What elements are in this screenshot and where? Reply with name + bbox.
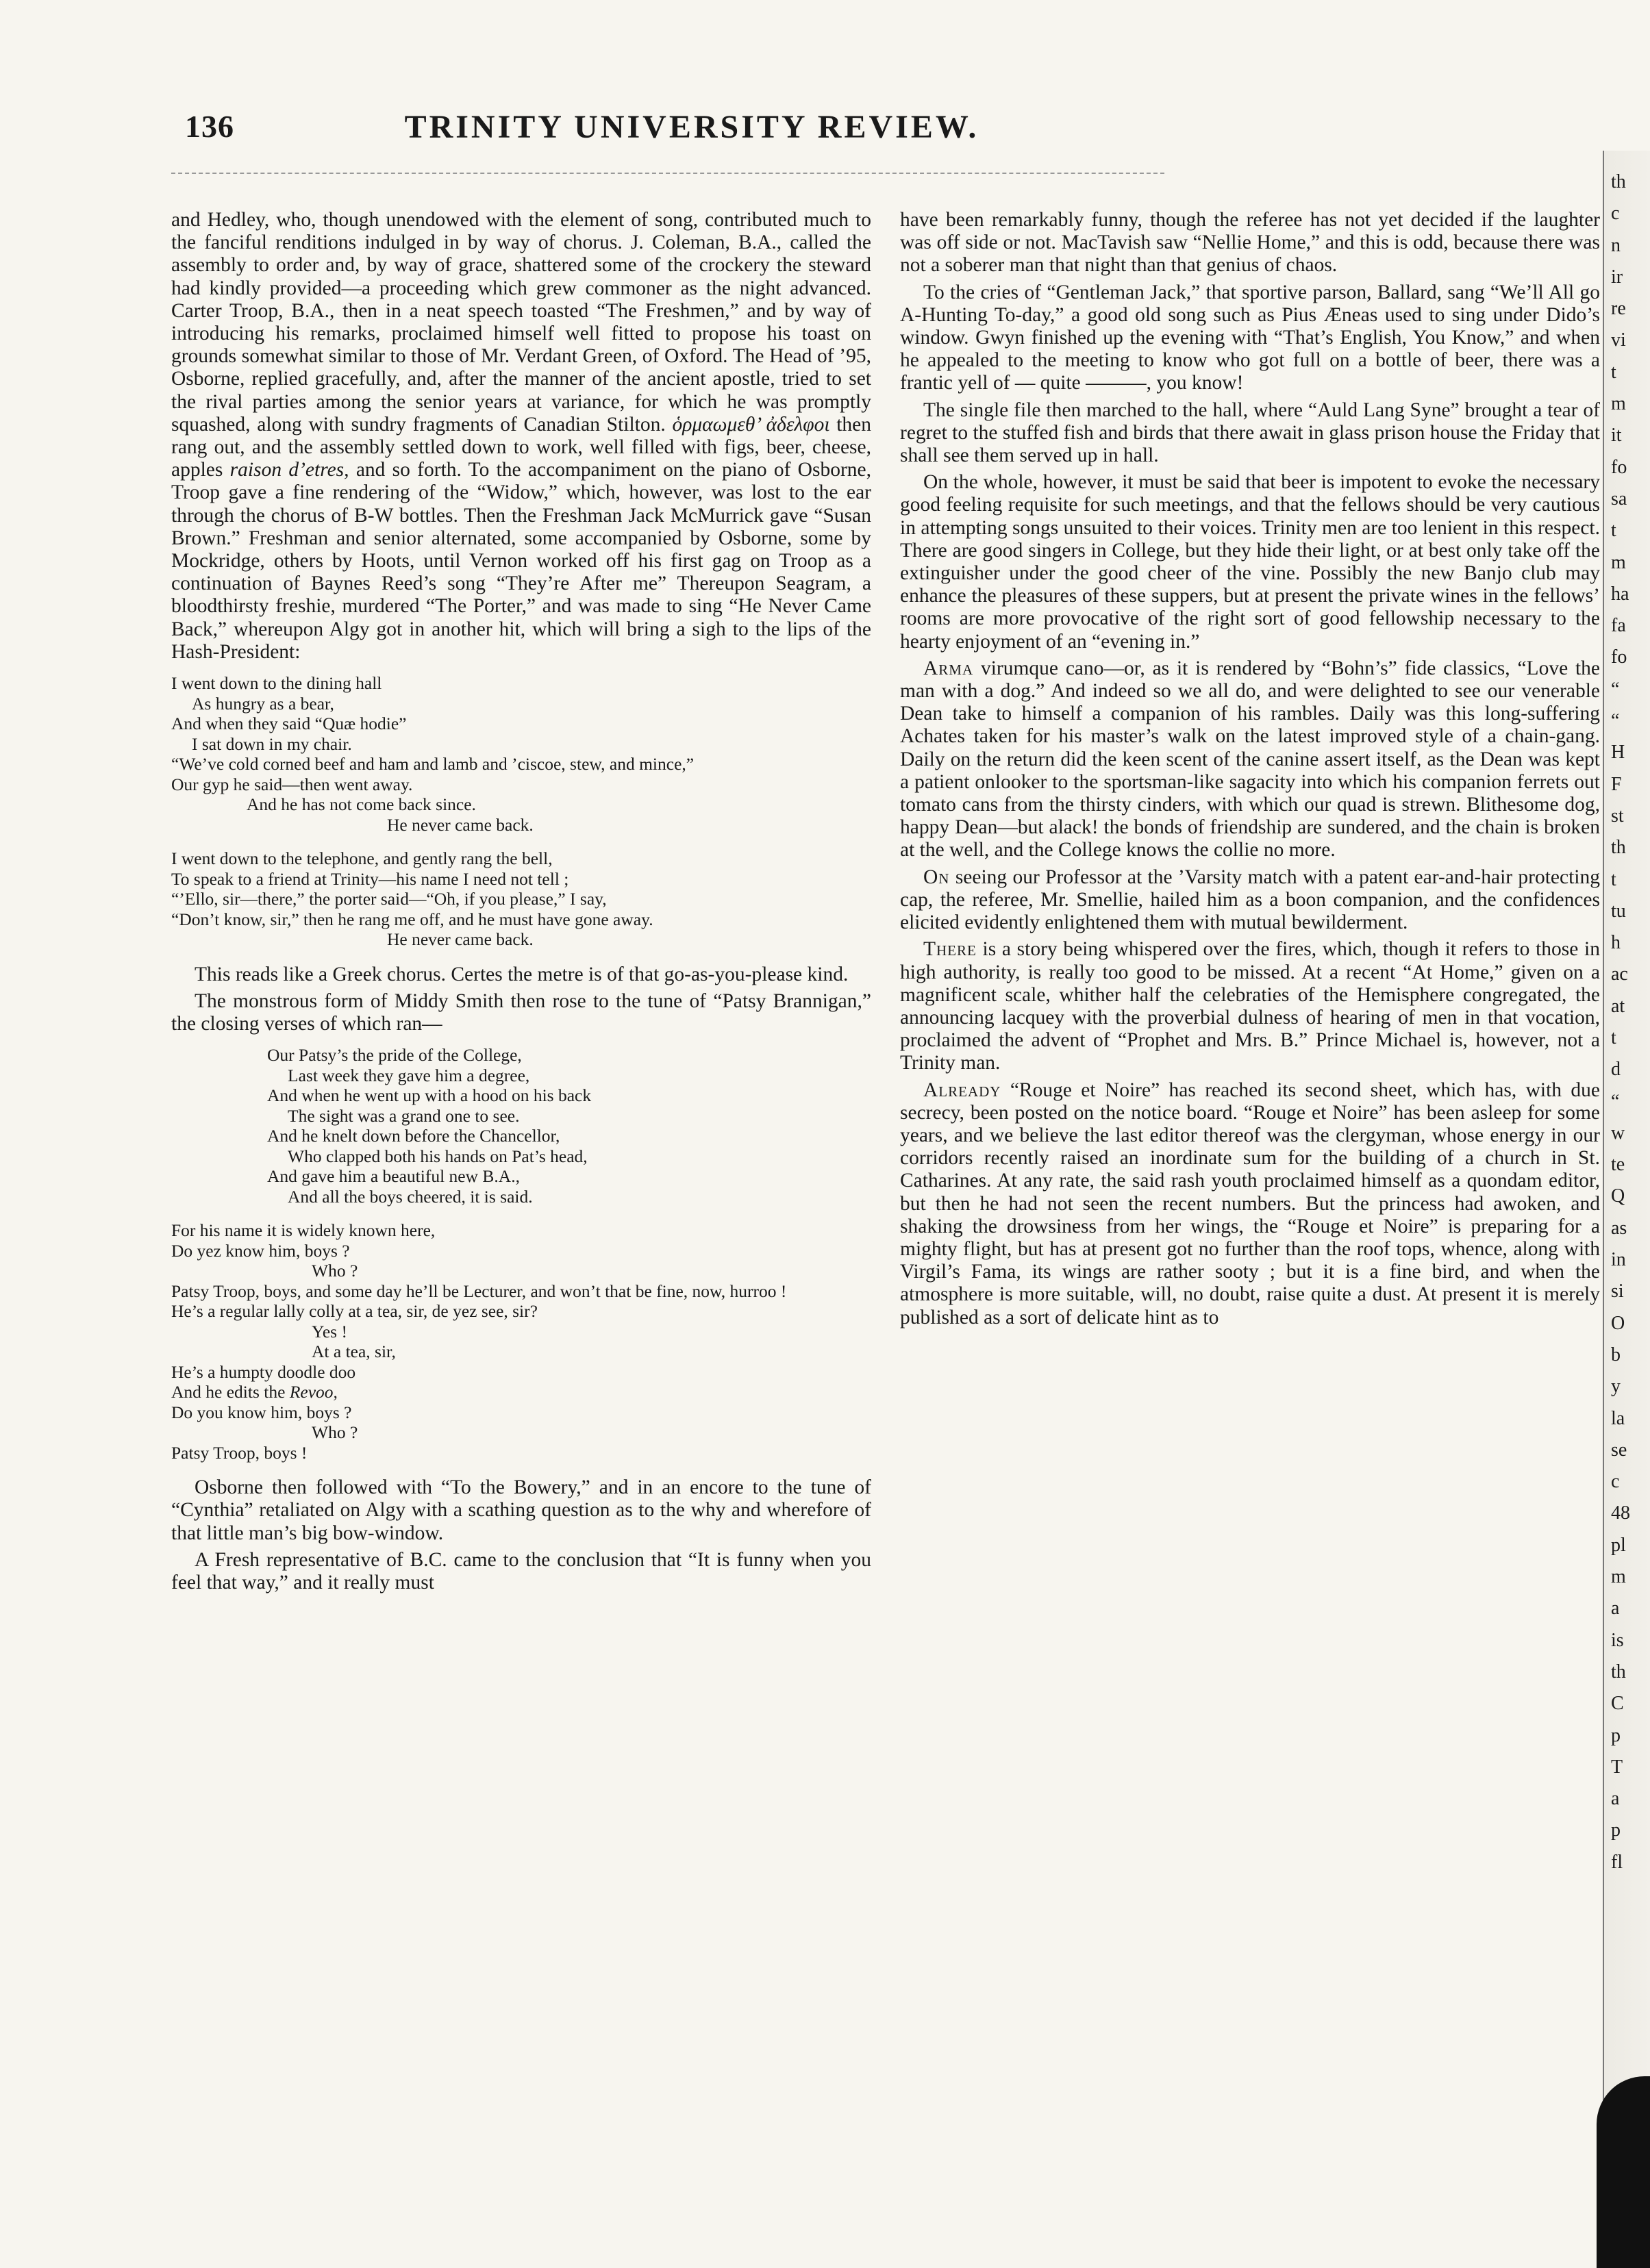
verse-block: [171, 1045, 871, 1207]
verse-line: Do yez know him, boys ?: [171, 1240, 350, 1261]
verse-line: Our gyp he said—then went away.: [171, 774, 413, 794]
edge-fragment: si: [1611, 1281, 1624, 1302]
edge-fragment: re: [1611, 298, 1626, 320]
left-column: [171, 209, 871, 1598]
verse-line: He never came back.: [387, 814, 534, 835]
edge-fragment: vi: [1611, 329, 1626, 351]
paragraph: Already “Rouge et Noire” has reached its second sheet, which has, with due secrecy, been posted on the notice board. “Rouge et Noire” has been asleep for some years, and we believe the last editor thereof was the clergyman, whose energy in our corridors recently raised an inordinate sum for the building of a church in St. Catharines. At any rate, the said rash youth proclaimed himself as a quondam editor, but then he had not seen the recent numbers. But the princess had awoken, and shaking the drowsiness from her wings, the “Rouge et Noire” is preparing for a mighty flight, but has at present got no further than the roof tops, whence, along with Virgil’s Fama, its wings are rather sooty ; but it is a fine bird, and when the atmosphere is more suitable, will, no doubt, raise quite a dust. At present it is merely published as a sort of delicate hint as to: [900, 1079, 1601, 1328]
verse-line: Who ?: [312, 1422, 358, 1443]
edge-fragment: H: [1611, 742, 1625, 764]
edge-fragment: F: [1611, 773, 1622, 795]
edge-fragment: at: [1611, 995, 1625, 1017]
edge-fragment: h: [1611, 932, 1621, 954]
edge-fragment: fo: [1611, 456, 1627, 478]
verse-line: He’s a humpty doodle doo: [171, 1361, 356, 1382]
right-column: [900, 209, 1600, 1333]
edge-fragment: ac: [1611, 963, 1628, 985]
edge-fragment: p: [1611, 1724, 1621, 1746]
edge-fragment: pl: [1611, 1534, 1626, 1556]
paragraph: have been remarkably funny, though the referee has not yet decided if the laughter was off side or not. MacTavish saw “Nellie Home,” and this is odd, because there was not a soberer man that night than that genius of chaos.: [900, 209, 1600, 277]
verse-line: As hungry as a bear,: [192, 693, 334, 714]
edge-fragment: t: [1611, 361, 1616, 383]
verse-block: [171, 673, 871, 835]
verse-line: Patsy Troop, boys !: [171, 1442, 308, 1463]
page-curl-shadow: [1597, 2076, 1650, 2268]
edge-fragment: ir: [1611, 266, 1623, 288]
verse-line: Do you know him, boys ?: [171, 1402, 352, 1422]
edge-fragment: as: [1611, 1217, 1627, 1239]
verse-line: And all the boys cheered, it is said.: [288, 1186, 533, 1207]
verse-line: And he has not come back since.: [247, 794, 476, 815]
edge-fragment: la: [1611, 1407, 1625, 1429]
edge-fragment: fo: [1611, 646, 1627, 668]
lead-word: On: [923, 866, 950, 888]
edge-fragment: w: [1611, 1122, 1625, 1144]
edge-fragment: p: [1611, 1819, 1621, 1841]
edge-fragment: t: [1611, 520, 1616, 542]
edge-fragment: m: [1611, 1566, 1626, 1588]
verse-line: I went down to the dining hall: [171, 673, 382, 694]
paragraph: This reads like a Greek chorus. Certes the metre is of that go-as-you-please kind.: [195, 963, 849, 985]
verse-block: [171, 848, 871, 950]
verse-line: And gave him a beautiful new B.A.,: [267, 1166, 520, 1187]
paragraph: On seeing our Professor at the ’Varsity match with a patent ear-and-hair protecting cap, the referee, Mr. Smellie, hailed him as a boon companion, and the confidences elicited evidently enlightened them with mutual bewilderment.: [900, 866, 1601, 934]
edge-fragment: it: [1611, 425, 1622, 446]
header-rule: [171, 173, 1164, 174]
italic-phrase: raison d’etres,: [229, 459, 349, 481]
edge-fragment: st: [1611, 805, 1624, 827]
edge-fragment: c: [1611, 1471, 1620, 1493]
verse-line: “Don’t know, sir,” then he rang me off, and he must have gone away.: [171, 909, 653, 929]
lead-word: There: [923, 938, 977, 961]
facing-page-edge: [1603, 151, 1650, 2268]
paragraph: The monstrous form of Middy Smith then rose to the tune of “Patsy Brannigan,” the closing verses of which ran—: [171, 990, 871, 1035]
verse-line: And he edits the Revoo,: [171, 1382, 338, 1402]
verse-block: [171, 1220, 871, 1463]
edge-fragment: is: [1611, 1629, 1624, 1651]
edge-fragment: n: [1611, 234, 1621, 256]
verse-line: I sat down in my chair.: [192, 733, 352, 754]
verse-line: He never came back.: [387, 929, 534, 950]
edge-fragment: th: [1611, 837, 1626, 859]
edge-fragment: “: [1611, 678, 1620, 700]
lead-word: Already: [923, 1079, 1001, 1101]
edge-fragment: a: [1611, 1788, 1620, 1810]
edge-fragment: d: [1611, 1059, 1621, 1081]
edge-fragment: C: [1611, 1693, 1624, 1715]
verse-line: To speak to a friend at Trinity—his name I need not tell ;: [171, 868, 569, 889]
edge-fragment: “: [1611, 710, 1620, 732]
edge-fragment: ha: [1611, 583, 1629, 605]
verse-line: I went down to the telephone, and gently rang the bell,: [171, 848, 553, 869]
verse-line: And when they said “Quæ hodie”: [171, 714, 407, 734]
paragraph: and Hedley, who, though unendowed with the element of song, contributed much to the fanciful renditions indulged in by way of chorus. J. Coleman, B.A., called the assembly to order and, by way of grace, shattered some of the crockery the steward had kindly provided—a proceeding which grew commoner as the night advanced. Carter Troop, B.A., then in a neat speech toasted “The Freshmen,” and by way of introducing his remarks, proclaimed himself well fitted to propose his toast on grounds somewhat similar to those of Mr. Verdant Green, of Oxford. The Head of ’95, Osborne, replied gracefully, and, after the manner of the ancient apostle, tried to set the rival parties among the senior years at variance, for which he was promptly squashed, along with sundry fragments of Canadian Stilton. ὁρμαωμεθ’ ἀδελφοι then rang out, and the assembly settled down to work, well filled with figs, beer, cheese, apples raison d’etres, and so forth. To the accompaniment on the piano of Osborne, Troop gave a fine rendering of the “Widow,” which, however, was lost to the ear through the chorus of B-W bottles. Then the Freshman Jack McMurrick gave “Susan Brown.” Freshman and senior alternated, some accompanied by Osborne, some by Mockridge, others by Hoots, until Vernon worked off his first gag on Troop as a continuation of Baynes Reed’s song “They’re After me” Thereupon Seagram, a bloodthirsty freshie, murdered “The Porter,” and was made to sing “He Never Came Back,” whereupon Algy got in another hit, which will bring a sigh to the lips of the Hash-President:: [171, 209, 872, 663]
edge-fragment: in: [1611, 1249, 1626, 1271]
paragraph: The single file then marched to the hall, where “Auld Lang Syne” brought a tear of regret to the stuffed fish and birds that there await in glass prison house the Friday that shall see them served up in hall.: [900, 399, 1600, 467]
edge-fragment: t: [1611, 1027, 1616, 1048]
edge-fragment: T: [1611, 1756, 1623, 1778]
paragraph: There is a story being whispered over the fires, which, though it refers to those in high authority, is really too good to be missed. At a recent “At Home,” given on a magnificent scale, whither half the celebraties of the Hemisphere congregated, the announcing lacquey with the proverbial dulness of hearing of men in that vocation, proclaimed the advent of “Prophet and Mrs. B.” Prince Michael is, however, not a Trinity man.: [900, 938, 1601, 1074]
verse-line: Who clapped both his hands on Pat’s head,: [288, 1146, 588, 1166]
page-header: [185, 108, 1199, 156]
edge-fragment: te: [1611, 1154, 1625, 1176]
verse-line: “We’ve cold corned beef and ham and lamb and ’ciscoe, stew, and mince,”: [171, 754, 695, 774]
lead-word: Arma: [923, 657, 974, 679]
greek-phrase: ὁρμαωμεθ’ ἀδελφοι: [672, 413, 830, 436]
paragraph: To the cries of “Gentleman Jack,” that sportive parson, Ballard, sang “We’ll All go A-Hunting To-day,” a good old song such as Pius Æneas used to sing under Dido’s window. Gwyn finished up the evening with “That’s English, You Know,” and when he appealed to the meeting to know who got full on a bottle of beer, there was a frantic yell of — quite ———, you know!: [900, 281, 1600, 394]
paragraph: A Fresh representative of B.C. came to the conclusion that “It is funny when you feel that way,” and it really must: [171, 1548, 871, 1593]
edge-fragment: th: [1611, 171, 1626, 192]
edge-fragment: th: [1611, 1661, 1626, 1683]
verse-line: And he knelt down before the Chancellor,: [267, 1126, 560, 1146]
edge-fragment: a: [1611, 1598, 1620, 1620]
edge-fragment: tu: [1611, 900, 1626, 922]
verse-line: At a tea, sir,: [312, 1341, 396, 1362]
verse-line: He’s a regular lally colly at a tea, sir, de yez see, sir?: [171, 1301, 538, 1322]
edge-fragment: O: [1611, 1312, 1625, 1334]
verse-line: Who ?: [312, 1261, 358, 1281]
paragraph: Osborne then followed with “To the Bowery,” and in an encore to the tune of “Cynthia” retaliated on Algy with a scathing question as to the why and wherefore of that little man’s big bow-window.: [171, 1476, 871, 1544]
edge-fragment: “: [1611, 1090, 1620, 1112]
edge-fragment: b: [1611, 1344, 1621, 1365]
edge-fragment: m: [1611, 551, 1626, 573]
verse-line: Our Patsy’s the pride of the College,: [267, 1045, 522, 1066]
verse-line: Patsy Troop, boys, and some day he’ll be Lecturer, and won’t that be fine, now, hurroo !: [171, 1281, 787, 1301]
edge-fragment: fl: [1611, 1851, 1623, 1873]
journal-title: TRINITY UNIVERSITY REVIEW.: [404, 109, 979, 145]
verse-line: And when he went up with a hood on his back: [267, 1085, 592, 1106]
edge-fragment: 48: [1611, 1502, 1630, 1524]
page-number: 136: [185, 109, 234, 144]
edge-fragment: m: [1611, 393, 1626, 415]
verse-line: For his name it is widely known here,: [171, 1220, 436, 1241]
verse-line: Last week they gave him a degree,: [288, 1065, 530, 1085]
edge-fragment: Q: [1611, 1185, 1625, 1207]
verse-line: Yes !: [312, 1321, 347, 1341]
paragraph: On the whole, however, it must be said that beer is impotent to evoke the necessary good feeling requisite for such meetings, and that the fellows should be very cautious in attempting songs unsuited to their voices. Trinity men are too lenient in this respect. There are good singers in College, but they hide their light, or at best only take off the extinguisher under the good cheer of the vine. Possibly the new Banjo club may enhance the pleasures of these suppers, but at present the private wines in the fellows’ rooms are more provocative of the right sort of good fellowship necessary to the hearty enjoyment of an “evening in.”: [900, 471, 1600, 653]
paragraph: Arma virumque cano—or, as it is rendered by “Bohn’s” fide classics, “Love the man with a dog.” And indeed so we all do, and were delighted to see our venerable Dean take to himself a companion of his rambles. Daily was this long-suffering Achates taken for his master’s walk on the latest improved style of a chain-gang. Daily on the return did the keen scent of the canine assert itself, as the Dean was kept a patient onlooker to the sportsman-like sagacity into which his companion ferrets out tomato cans from the thirsty cinders, with which our quad is strewn. Blithesome dog, happy Dean—but alack! the bonds of friendship are sundered, and the chain is broken at the well, and the College knows the collie no more.: [900, 657, 1600, 861]
edge-fragment: c: [1611, 203, 1620, 225]
edge-fragment: y: [1611, 1376, 1621, 1398]
edge-fragment: se: [1611, 1439, 1627, 1461]
edge-fragment: fa: [1611, 615, 1626, 637]
edge-fragment: t: [1611, 868, 1616, 890]
verse-line: “’Ello, sir—there,” the porter said—“Oh, if you please,” I say,: [171, 889, 607, 909]
verse-line: The sight was a grand one to see.: [288, 1105, 520, 1126]
edge-fragment: sa: [1611, 488, 1627, 509]
